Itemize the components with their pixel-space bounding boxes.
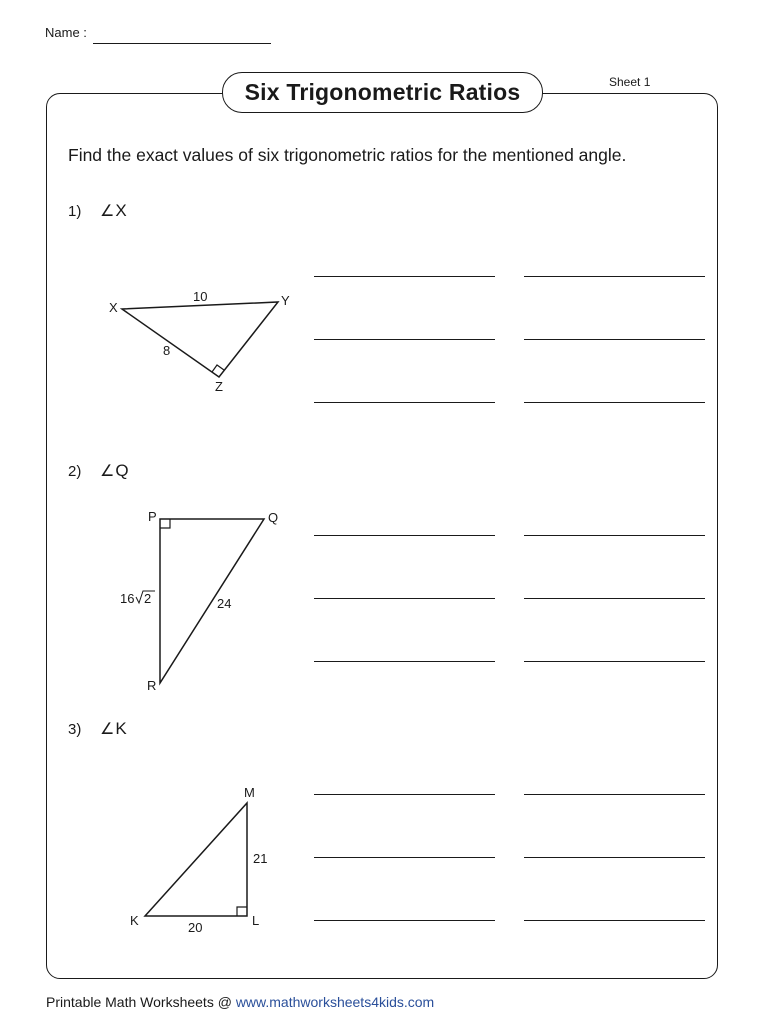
vertex-label: R	[147, 678, 157, 693]
side-label: 24	[217, 596, 232, 611]
vertex-label: L	[252, 913, 260, 928]
vertex-label: P	[148, 509, 157, 524]
triangle-klm	[130, 785, 267, 935]
vertex-label: K	[130, 913, 139, 928]
right-angle-marker	[237, 907, 247, 916]
angle-icon: ∠	[100, 203, 115, 220]
instruction-text: Find the exact values of six trigonometric ratios for the mentioned angle.	[68, 145, 627, 165]
right-angle-marker	[212, 365, 224, 372]
vertex-label: Y	[281, 293, 290, 308]
triangle-xyz	[109, 289, 290, 394]
footer-text: Printable Math Worksheets @	[46, 994, 236, 1010]
problem-1-angle-letter: X	[115, 201, 127, 220]
triangle-klm-shape	[145, 803, 247, 916]
worksheet-title: Six Trigonometric Ratios	[222, 72, 543, 113]
vertex-label: M	[244, 785, 255, 800]
triangle-pqr-shape	[160, 519, 264, 683]
vertex-label: Q	[268, 510, 279, 525]
vertex-label: X	[109, 300, 118, 315]
problem-1-number: 1)	[68, 203, 82, 220]
side-label: 10	[193, 289, 208, 304]
triangle-xyz-shape	[122, 302, 278, 377]
side-label: 16	[120, 591, 135, 606]
triangle-pqr	[120, 509, 278, 693]
right-angle-marker	[160, 519, 170, 528]
side-label: 21	[253, 851, 268, 866]
problem-3-number: 3)	[68, 721, 82, 738]
problem-3-angle-letter: K	[115, 719, 127, 738]
footer-link[interactable]: www.mathworksheets4kids.com	[235, 994, 435, 1010]
name-label: Name :	[45, 25, 87, 40]
side-label: 20	[188, 920, 203, 935]
problem-2-number: 2)	[68, 463, 82, 480]
problem-2-angle-letter: Q	[115, 461, 129, 480]
sheet-number: Sheet 1	[609, 75, 651, 89]
angle-icon: ∠	[100, 463, 115, 480]
side-label: 8	[163, 343, 171, 358]
side-label: 2	[144, 591, 152, 606]
vertex-label: Z	[215, 379, 223, 394]
angle-icon: ∠	[100, 721, 115, 738]
footer	[46, 994, 434, 1010]
